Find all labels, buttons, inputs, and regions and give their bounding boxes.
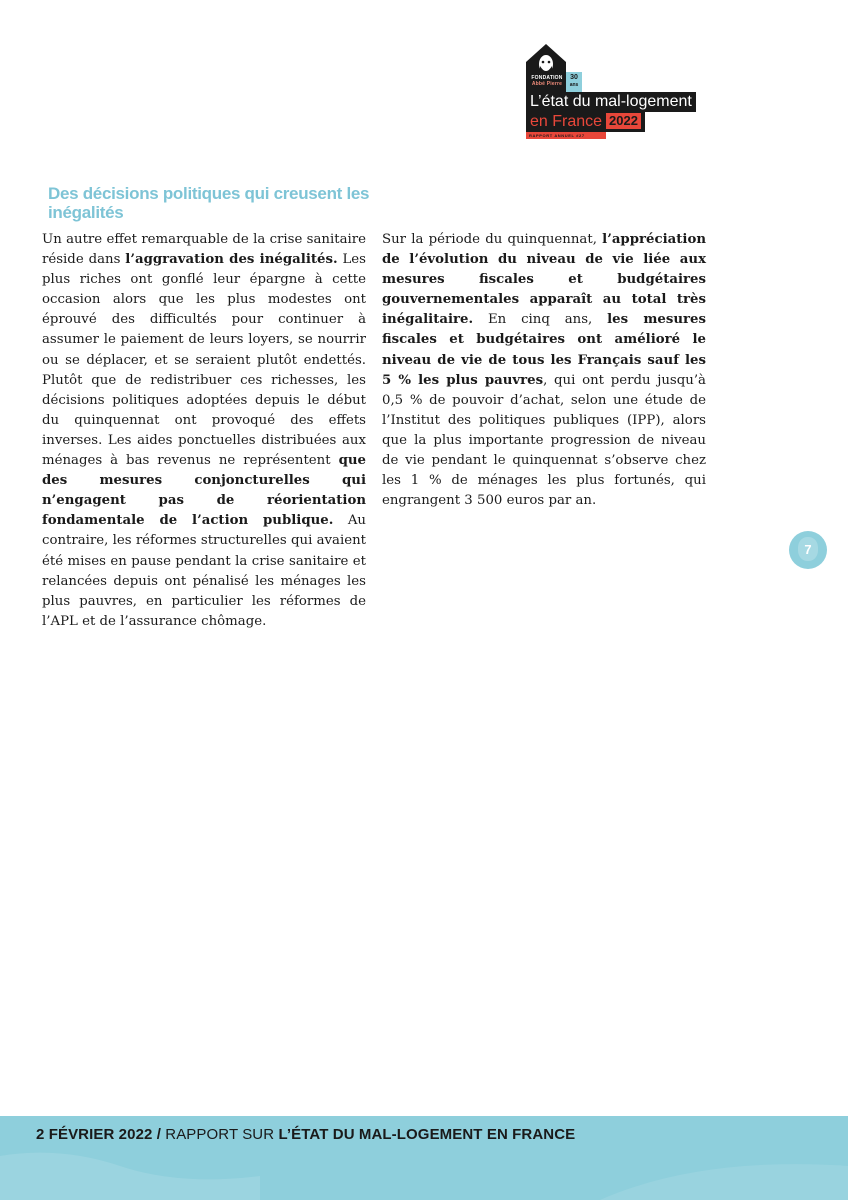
page-number-badge xyxy=(789,531,827,569)
left-bold-2: que des mesures conjoncturelles qui n’engagent pas de réorientation fondamentale de l’action publique. xyxy=(42,453,366,529)
anniversary-number: 30 xyxy=(570,74,578,81)
left-text-1: Un autre effet remarquable de la crise sanitaire réside dans xyxy=(42,232,366,268)
footer-middle: RAPPORT SUR xyxy=(161,1126,279,1143)
logo-title-line2 xyxy=(526,112,645,132)
footer-text xyxy=(36,1126,575,1143)
footer-title: L’ÉTAT DU MAL-LOGEMENT EN FRANCE xyxy=(278,1126,576,1143)
logo-year: 2022 xyxy=(606,113,641,129)
report-logo xyxy=(526,44,712,140)
left-text-2: Les plus riches ont gonflé leur épargne à cette occasion alors que les plus modestes ont éprouvé des difficultés pour continuer à assumer le paiement de leurs loyers, se nourrir ou se déplacer, et se seraient plutôt endettés. Plutôt que de redistribuer ces richesses, les décisions politiques adoptées depuis le début du quinquennat ont provoqué des effets inverses. Les aides ponctuelles distribuées aux ménages à bas revenus ne représentent xyxy=(42,252,366,469)
footer-band xyxy=(0,1116,848,1200)
logo-title-line1: L’état du mal-logement xyxy=(526,92,696,112)
right-column xyxy=(382,230,706,511)
abbe-pierre-text: Abbé Pierre xyxy=(531,81,563,87)
footer-date: 2 FÉVRIER 2022 / xyxy=(36,1126,161,1143)
right-text-2: En cinq ans, xyxy=(473,312,608,328)
fondation-text: FONDATION xyxy=(531,75,563,81)
right-text-3: , qui ont perdu jusqu’à 0,5 % de pouvoir d’achat, selon une étude de l’Institut des politiques publiques (IPP), alors que la plus importante progression de niveau de vie pendant le quinquennat s’observe chez les 1 % de ménages les plus fortunés, qui engrangent 3 500 euros par an. xyxy=(382,372,706,509)
left-column xyxy=(42,230,366,632)
page-number: 7 xyxy=(804,542,812,557)
logo-en-france: en France xyxy=(530,113,603,130)
logo-rapport-label: RAPPORT ANNUEL #27 xyxy=(526,132,606,139)
anniversary-unit: ans xyxy=(569,82,579,88)
fondation-label xyxy=(528,75,566,87)
section-heading: Des décisions politiques qui creusent les inégalités xyxy=(48,184,370,222)
right-text-1: Sur la période du quinquennat, xyxy=(382,232,603,247)
anniversary-badge xyxy=(566,72,582,92)
right-bold-1: l’appréciation de l’évolution du niveau de vie liée aux mesures fiscales et budgétaires gouvernementales apparaît au total très inégalitaire. xyxy=(382,232,706,328)
right-bold-2: les mesures fiscales et budgétaires ont amélioré le niveau de vie de tous les Français sauf les 5 % les plus pauvres xyxy=(382,312,706,388)
left-bold-1: l’aggravation des inégalités. xyxy=(125,252,338,268)
left-text-3: Au contraire, les réformes structurelles qui avaient été mises en pause pendant la crise sanitaire et relancées depuis ont pénalisé les ménages les plus pauvres, en particulier les réformes de l’APL et de l’assurance chômage. xyxy=(42,513,366,629)
